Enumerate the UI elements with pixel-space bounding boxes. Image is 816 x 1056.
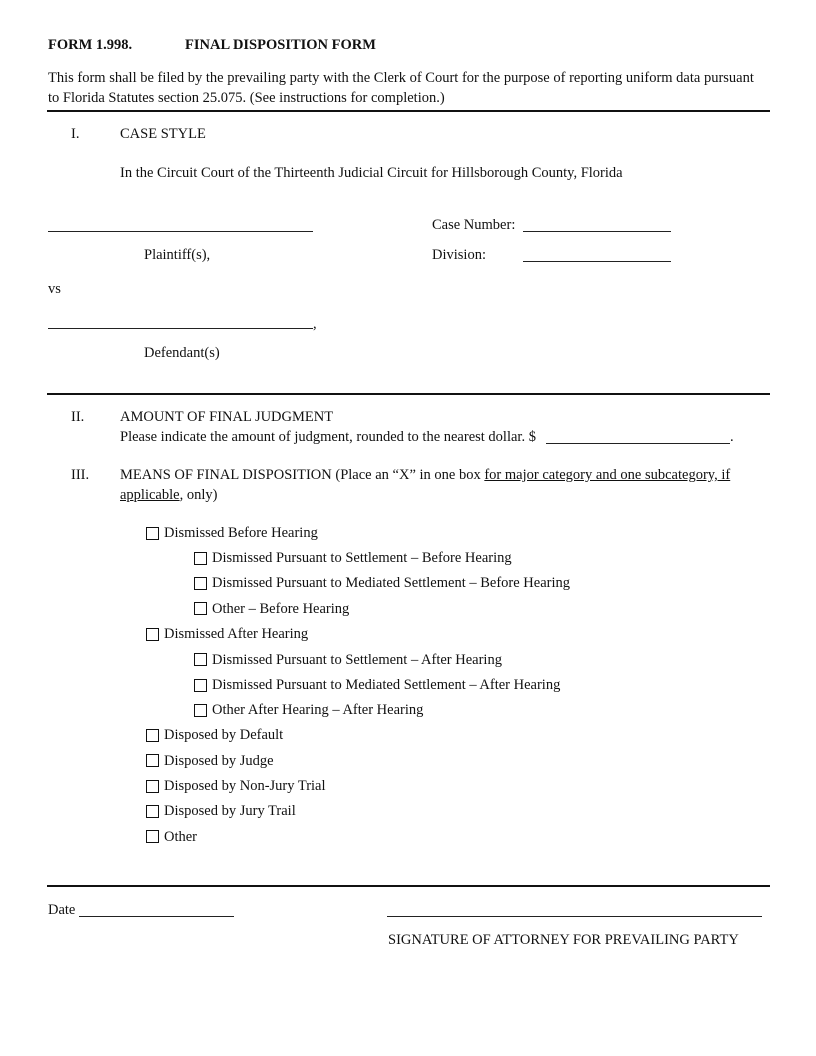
plaintiff-field[interactable] bbox=[48, 231, 313, 232]
intro-line-2: to Florida Statutes section 25.075. (See instructions for completion.) bbox=[48, 90, 445, 106]
section-1-title: CASE STYLE bbox=[120, 126, 206, 142]
section-3-numeral: III. bbox=[71, 467, 90, 483]
section-3-title-cont: applicable, only) bbox=[120, 487, 218, 503]
signature-field[interactable] bbox=[387, 916, 762, 917]
judgment-period: . bbox=[730, 429, 734, 445]
option-label: Disposed by Non-Jury Trial bbox=[164, 778, 326, 794]
checkbox-other-before-hearing[interactable] bbox=[194, 602, 207, 615]
checkbox-mediated-before-hearing[interactable] bbox=[194, 577, 207, 590]
checkbox-mediated-after-hearing[interactable] bbox=[194, 679, 207, 692]
divider-bottom bbox=[47, 885, 770, 887]
checkbox-dismissed-before-hearing[interactable] bbox=[146, 527, 159, 540]
checkbox-non-jury-trial[interactable] bbox=[146, 780, 159, 793]
checkbox-settlement-before-hearing[interactable] bbox=[194, 552, 207, 565]
date-field[interactable] bbox=[79, 916, 234, 917]
defendant-label: Defendant(s) bbox=[144, 345, 220, 361]
option-label: Dismissed Pursuant to Mediated Settlement – Before Hearing bbox=[212, 575, 570, 591]
checkbox-other-after-hearing[interactable] bbox=[194, 704, 207, 717]
checkbox-other[interactable] bbox=[146, 830, 159, 843]
case-number-label: Case Number: bbox=[432, 217, 516, 233]
division-field[interactable] bbox=[523, 261, 671, 262]
division-label: Division: bbox=[432, 247, 486, 263]
defendant-field[interactable] bbox=[48, 328, 313, 329]
checkbox-settlement-after-hearing[interactable] bbox=[194, 653, 207, 666]
defendant-comma: , bbox=[313, 316, 317, 332]
vs-label: vs bbox=[48, 281, 61, 297]
option-label: Disposed by Default bbox=[164, 727, 284, 743]
plaintiff-label: Plaintiff(s), bbox=[144, 247, 211, 263]
option-label: Other – Before Hearing bbox=[212, 601, 350, 617]
intro-line-1: This form shall be filed by the prevailing party with the Clerk of Court for the purpose of reporting uniform data pursuant bbox=[48, 70, 754, 86]
judgment-amount-field[interactable] bbox=[546, 443, 730, 444]
option-label: Disposed by Jury Trail bbox=[164, 803, 296, 819]
option-label: Dismissed Pursuant to Settlement – After Hearing bbox=[212, 652, 502, 668]
option-label: Disposed by Judge bbox=[164, 753, 274, 769]
divider-middle bbox=[47, 393, 770, 395]
option-label: Dismissed Pursuant to Mediated Settlement – After Hearing bbox=[212, 677, 561, 693]
court-name: In the Circuit Court of the Thirteenth Judicial Circuit for Hillsborough County, Florida bbox=[120, 165, 623, 181]
checkbox-dismissed-after-hearing[interactable] bbox=[146, 628, 159, 641]
section-3-title: MEANS OF FINAL DISPOSITION (Place an “X” in one box for major category and one subcategory, if bbox=[120, 467, 731, 483]
option-label: Dismissed Before Hearing bbox=[164, 525, 318, 541]
case-number-field[interactable] bbox=[523, 231, 671, 232]
form-title: FINAL DISPOSITION FORM bbox=[185, 37, 376, 53]
checkbox-jury-trial[interactable] bbox=[146, 805, 159, 818]
form-number: FORM 1.998. bbox=[48, 37, 133, 53]
section-2-numeral: II. bbox=[71, 409, 85, 425]
divider-top bbox=[47, 110, 770, 112]
judgment-instruction: Please indicate the amount of judgment, rounded to the nearest dollar. $ bbox=[120, 429, 536, 445]
section-1-numeral: I. bbox=[71, 126, 80, 142]
section-2-title: AMOUNT OF FINAL JUDGMENT bbox=[120, 409, 334, 425]
option-label: Dismissed After Hearing bbox=[164, 626, 309, 642]
checkbox-disposed-by-default[interactable] bbox=[146, 729, 159, 742]
option-label: Dismissed Pursuant to Settlement – Before Hearing bbox=[212, 550, 512, 566]
date-label: Date bbox=[48, 902, 76, 918]
option-label: Other bbox=[164, 829, 198, 845]
option-label: Other After Hearing – After Hearing bbox=[212, 702, 424, 718]
checkbox-disposed-by-judge[interactable] bbox=[146, 754, 159, 767]
signature-label: SIGNATURE OF ATTORNEY FOR PREVAILING PARTY bbox=[388, 932, 739, 948]
